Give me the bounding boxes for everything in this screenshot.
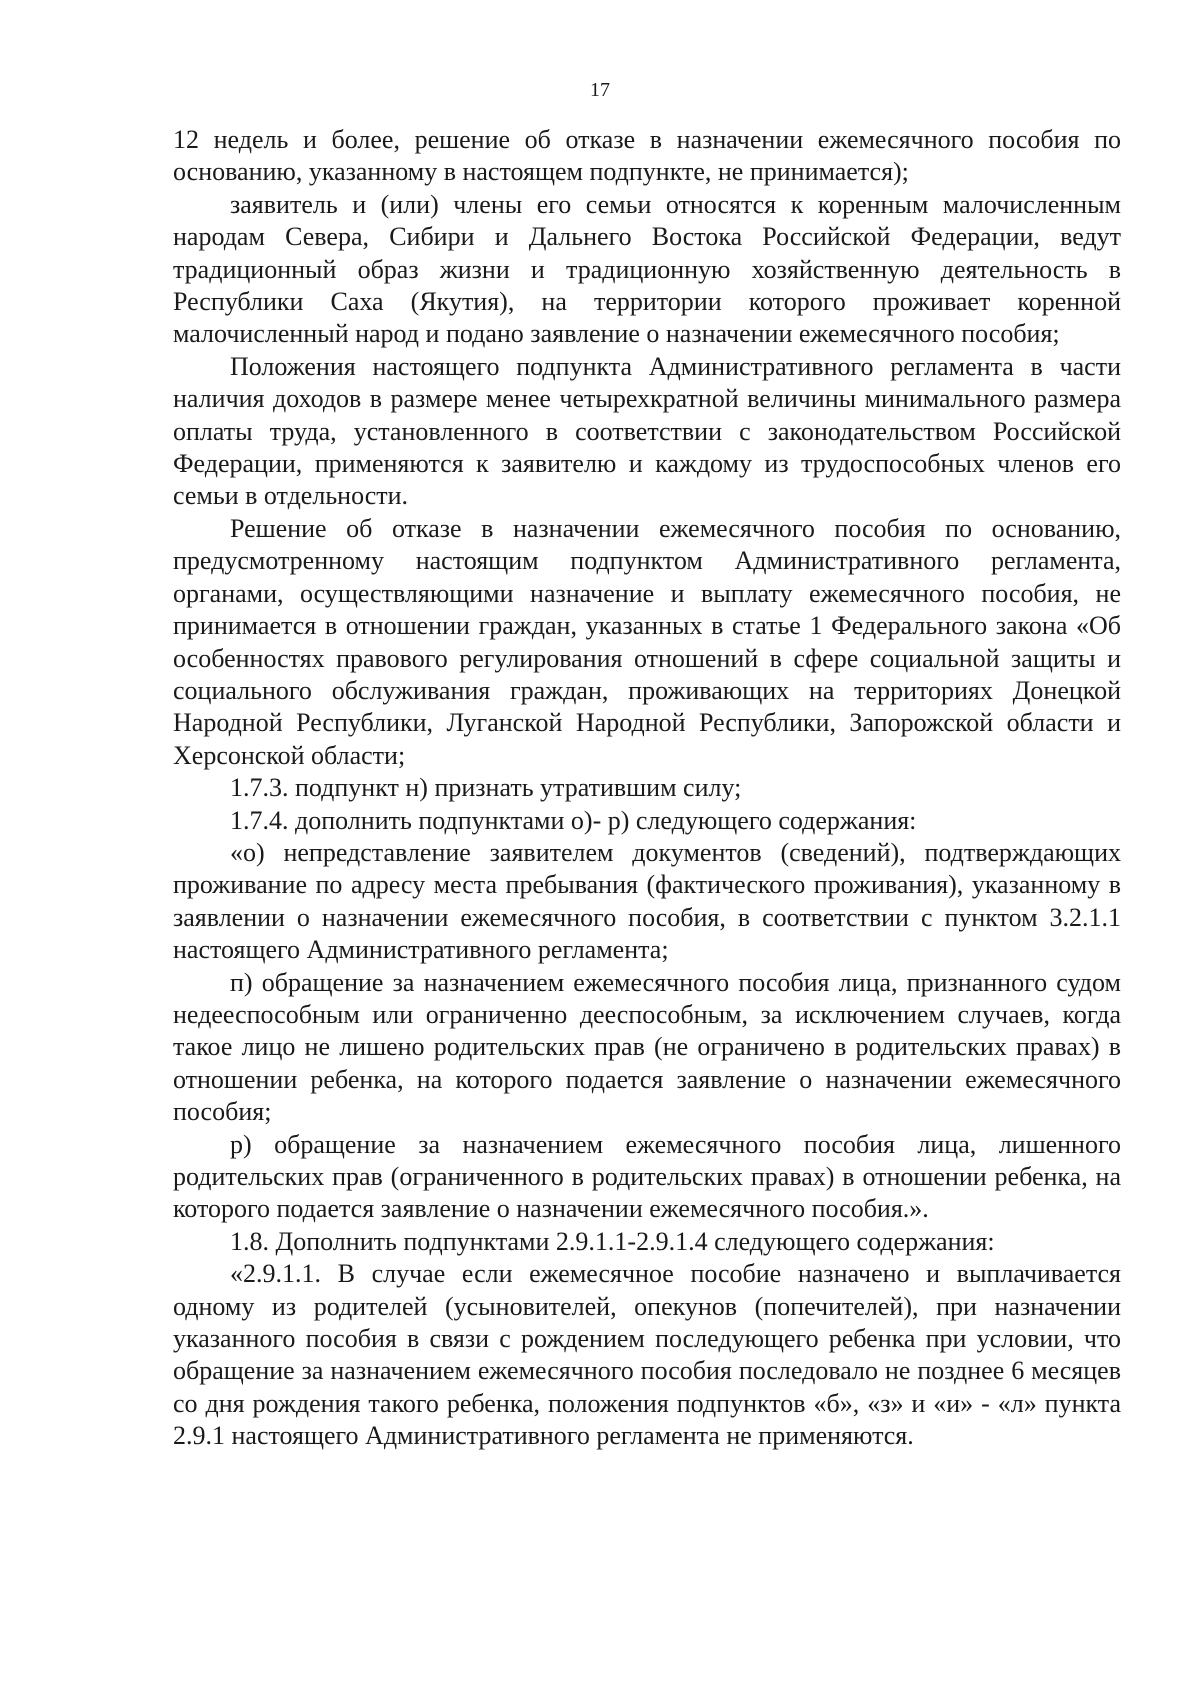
paragraph: «о) непредставление заявителем документов (сведений), подтверждающих проживание по адресу места пребывания (фактического проживания), указанному в заявлении о назначении ежемесячного пособия, в соответствии с пунктом 3.2.1.1 настоящего Административного регламента;: [173, 837, 1121, 965]
paragraph: Решение об отказе в назначении ежемесячного пособия по основанию, предусмотренному настоящим подпунктом Административного регламента, органами, осуществляющими назначение и выплату ежемесячного пособия, не принимается в отношении граждан, указанных в статье 1 Федерального закона «Об особенностях правового регулирования отношений в сфере социальной защиты и социального обслуживания граждан, проживающих на территориях Донецкой Народной Республики, Луганской Народной Республики, Запорожской области и Херсонской области;: [173, 513, 1121, 770]
paragraph: р) обращение за назначением ежемесячного пособия лица, лишенного родительских прав (ограниченного в родительских правах) в отношении ребенка, на которого подается заявление о назначении ежемесячного пособия.».: [173, 1129, 1121, 1224]
page-number: 17: [590, 79, 610, 101]
paragraph: 1.7.4. дополнить подпунктами о)- р) следующего содержания:: [230, 805, 917, 835]
paragraph: заявитель и (или) члены его семьи относятся к коренным малочисленным народам Севера, Сибири и Дальнего Востока Российской Федерации, ведут традиционный образ жизни и традиционную хозяйственную деятельность в Республики Саха (Якутия), на территории которого проживает коренной малочисленный народ и подано заявление о назначении ежемесячного пособия;: [173, 189, 1121, 349]
paragraph: «2.9.1.1. В случае если ежемесячное пособие назначено и выплачивается одному из родителей (усыновителей, опекунов (попечителей), при назначении указанного пособия в связи с рождением последующего ребенка при условии, что обращение за назначением ежемесячного пособия последовало не позднее 6 месяцев со дня рождения такого ребенка, положения подпунктов «б», «з» и «и» - «л» пункта 2.9.1 настоящего Административного регламента не применяются.: [173, 1259, 1121, 1451]
paragraph: 1.7.3. подпункт н) признать утратившим силу;: [230, 773, 742, 803]
paragraph: Положения настоящего подпункта Административного регламента в части наличия доходов в размере менее четырехкратной величины минимального размера оплаты труда, установленного в соответствии с законодательством Российской Федерации, применяются к заявителю и каждому из трудоспособных членов его семьи в отдельности.: [173, 351, 1121, 511]
document-body: [173, 124, 1121, 1453]
paragraph: п) обращение за назначением ежемесячного пособия лица, признанного судом недееспособным или ограниченно дееспособным, за исключением случаев, когда такое лицо не лишено родительских прав (не ограничено в родительских правах) в отношении ребенка, на которого подается заявление о назначении ежемесячного пособия;: [173, 967, 1121, 1127]
paragraph: 1.8. Дополнить подпунктами 2.9.1.1-2.9.1.4 следующего содержания:: [230, 1226, 995, 1256]
paragraph: 12 недель и более, решение об отказе в назначении ежемесячного пособия по основанию, указанному в настоящем подпункте, не принимается);: [173, 125, 1121, 187]
